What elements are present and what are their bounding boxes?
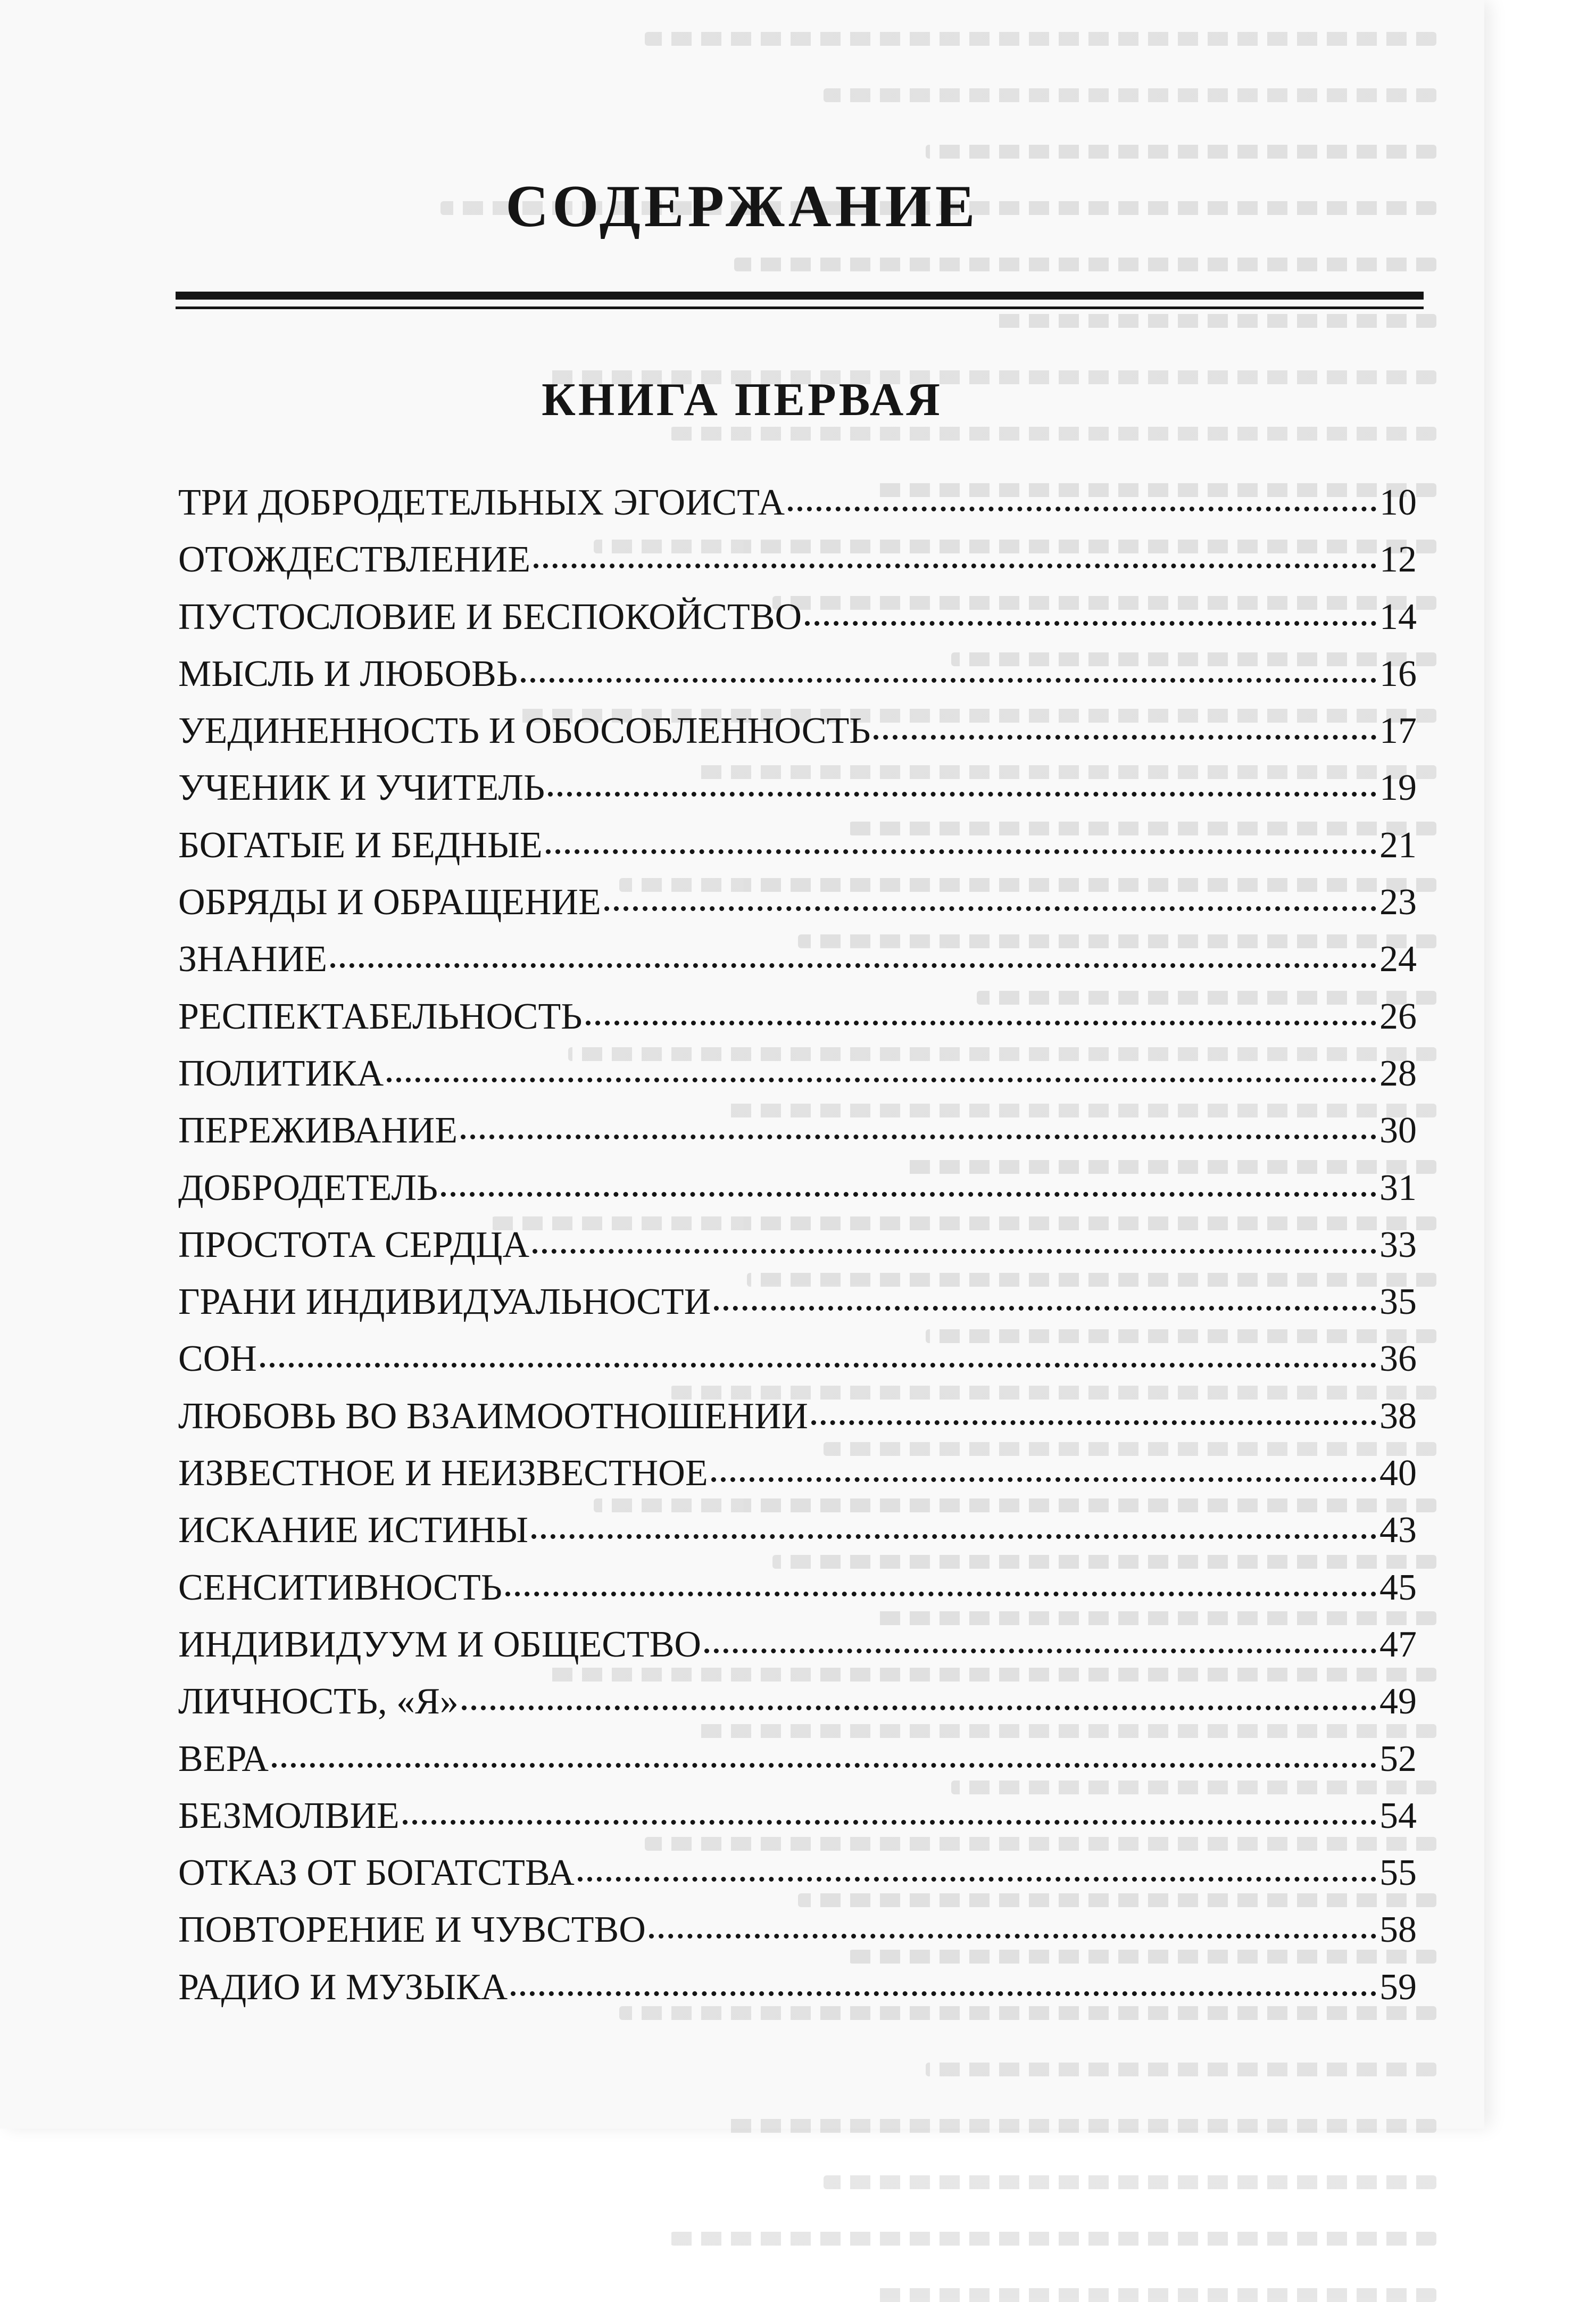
toc-entry-page: 19 — [1379, 767, 1417, 809]
show-through-line — [645, 32, 1436, 46]
toc-entry — [178, 1160, 1417, 1216]
toc-entry — [178, 1330, 1417, 1387]
toc-entry-page: 49 — [1379, 1681, 1417, 1723]
dot-leader — [533, 1249, 1376, 1254]
show-through-line — [721, 2119, 1436, 2133]
toc-entry-page: 24 — [1379, 939, 1417, 980]
toc-entry-title: ОБРЯДЫ И ОБРАЩЕНИЕ — [178, 882, 601, 923]
dot-leader — [511, 1991, 1376, 1996]
toc-entry-title: ПЕРЕЖИВАНИЕ — [178, 1110, 458, 1152]
toc-entry-title: ОТОЖДЕСТВЛЕНИЕ — [178, 539, 530, 581]
toc-entry-page: 17 — [1379, 710, 1417, 752]
toc-entry — [178, 1445, 1417, 1502]
toc-entry-title: БОГАТЫЕ И БЕДНЫЕ — [178, 824, 543, 866]
toc-entry-title: РАДИО И МУЗЫКА — [178, 1966, 508, 2008]
dot-leader — [586, 1021, 1376, 1025]
dot-leader — [788, 507, 1376, 511]
dot-leader — [604, 906, 1376, 911]
toc-entry — [178, 474, 1417, 531]
toc-entry — [178, 1673, 1417, 1730]
dot-leader — [534, 564, 1376, 568]
show-through-line — [926, 145, 1436, 159]
show-through-line — [824, 88, 1436, 102]
toc-entry-title: СОН — [178, 1338, 257, 1380]
toc-entry-page: 28 — [1379, 1053, 1417, 1094]
toc-entry-title: СЕНСИТИВНОСТЬ — [178, 1567, 502, 1608]
toc-entry-page: 40 — [1379, 1453, 1417, 1494]
toc-entry — [178, 1388, 1417, 1445]
toc-entry — [178, 1216, 1417, 1273]
toc-entry-title: ИЗВЕСТНОЕ И НЕИЗВЕСТНОЕ — [178, 1453, 708, 1494]
dot-leader — [578, 1877, 1376, 1882]
toc-entry — [178, 1959, 1417, 2016]
dot-leader — [403, 1820, 1376, 1825]
toc-entry — [178, 874, 1417, 931]
dot-leader — [649, 1934, 1376, 1939]
toc-entry — [178, 702, 1417, 759]
title-rule-thin — [176, 307, 1424, 309]
toc-entry-title: МЫСЛЬ И ЛЮБОВЬ — [178, 653, 518, 694]
dot-leader — [505, 1592, 1376, 1596]
toc-entry — [178, 1616, 1417, 1673]
toc-entry-page: 47 — [1379, 1624, 1417, 1665]
book-heading: КНИГА ПЕРВАЯ — [542, 374, 943, 426]
show-through-line — [875, 2288, 1436, 2302]
toc-entry — [178, 1901, 1417, 1958]
toc-entry-title: ПОЛИТИКА — [178, 1053, 384, 1094]
toc-entry-title: ЛИЧНОСТЬ, «Я» — [178, 1681, 459, 1723]
toc-entry-title: УЧЕНИК И УЧИТЕЛЬ — [178, 767, 545, 809]
dot-leader — [387, 1078, 1376, 1082]
toc-entry-title: УЕДИНЕННОСТЬ И ОБОСОБЛЕННОСТЬ — [178, 710, 871, 752]
dot-leader — [461, 1135, 1376, 1139]
dot-leader — [330, 963, 1376, 968]
toc-entry-page: 33 — [1379, 1224, 1417, 1265]
toc-entry-title: РЕСПЕКТАБЕЛЬНОСТЬ — [178, 996, 583, 1037]
toc-entry — [178, 817, 1417, 874]
toc-entry — [178, 1844, 1417, 1901]
toc-entry — [178, 1787, 1417, 1844]
toc-entry-title: ЗНАНИЕ — [178, 939, 328, 980]
toc-entry — [178, 1273, 1417, 1330]
dot-leader — [441, 1192, 1376, 1197]
toc-entry-page: 38 — [1379, 1395, 1417, 1437]
toc-entry — [178, 1045, 1417, 1102]
toc-entry-title: ОТКАЗ ОТ БОГАТСТВА — [178, 1852, 575, 1894]
dot-leader — [521, 678, 1376, 683]
toc-entry-title: ТРИ ДОБРОДЕТЕЛЬНЫХ ЭГОИСТА — [178, 482, 785, 523]
dot-leader — [714, 1306, 1376, 1311]
toc-entry-title: ВЕРА — [178, 1738, 269, 1779]
show-through-line — [670, 2232, 1436, 2246]
table-of-contents — [178, 474, 1417, 2016]
toc-entry-title: ПРОСТОТА СЕРДЦА — [178, 1224, 530, 1265]
toc-entry — [178, 1102, 1417, 1159]
dot-leader — [805, 621, 1376, 626]
toc-entry — [178, 531, 1417, 588]
title-rule-thick — [176, 292, 1424, 300]
toc-entry-page: 23 — [1379, 882, 1417, 923]
dot-leader — [711, 1477, 1376, 1482]
toc-entry-title: ДОБРОДЕТЕЛЬ — [178, 1167, 438, 1208]
toc-entry-title: ПУСТОСЛОВИЕ И БЕСПОКОЙСТВО — [178, 596, 802, 637]
toc-entry-page: 30 — [1379, 1110, 1417, 1152]
toc-entry-title: ИНДИВИДУУМ И ОБЩЕСТВО — [178, 1624, 701, 1665]
toc-entry — [178, 759, 1417, 816]
toc-entry-page: 31 — [1379, 1167, 1417, 1208]
dot-leader — [548, 792, 1376, 797]
toc-entry-page: 12 — [1379, 539, 1417, 581]
show-through-line — [824, 2175, 1436, 2189]
dot-leader — [874, 735, 1376, 740]
toc-entry-page: 26 — [1379, 996, 1417, 1037]
show-through-line — [990, 314, 1436, 328]
toc-entry-page: 43 — [1379, 1510, 1417, 1551]
toc-entry-page: 54 — [1379, 1795, 1417, 1836]
dot-leader — [704, 1649, 1376, 1653]
toc-entry — [178, 1502, 1417, 1559]
dot-leader — [531, 1534, 1376, 1539]
dot-leader — [462, 1705, 1376, 1710]
toc-entry-page: 16 — [1379, 653, 1417, 694]
toc-entry-page: 45 — [1379, 1567, 1417, 1608]
toc-entry — [178, 645, 1417, 702]
dot-leader — [260, 1363, 1376, 1368]
toc-entry-title: БЕЗМОЛВИЕ — [178, 1795, 400, 1836]
toc-entry-page: 14 — [1379, 596, 1417, 637]
toc-entry-page: 52 — [1379, 1738, 1417, 1779]
toc-entry-page: 58 — [1379, 1909, 1417, 1951]
toc-entry-title: ПОВТОРЕНИЕ И ЧУВСТВО — [178, 1909, 646, 1951]
toc-entry-title: ИСКАНИЕ ИСТИНЫ — [178, 1510, 528, 1551]
toc-entry-title: ГРАНИ ИНДИВИДУАЛЬНОСТИ — [178, 1281, 711, 1323]
toc-entry-page: 35 — [1379, 1281, 1417, 1323]
toc-entry-page: 10 — [1379, 482, 1417, 523]
page-title: СОДЕРЖАНИЕ — [505, 173, 979, 239]
toc-entry-page: 59 — [1379, 1966, 1417, 2008]
dot-leader — [811, 1420, 1376, 1425]
dot-leader — [546, 849, 1376, 854]
toc-entry-page: 36 — [1379, 1338, 1417, 1380]
toc-entry — [178, 931, 1417, 988]
toc-entry — [178, 589, 1417, 645]
toc-entry-page: 21 — [1379, 824, 1417, 866]
toc-entry — [178, 1730, 1417, 1787]
toc-entry — [178, 1559, 1417, 1616]
toc-entry-page: 55 — [1379, 1852, 1417, 1894]
show-through-line — [734, 258, 1436, 271]
toc-entry-title: ЛЮБОВЬ ВО ВЗАИМООТНОШЕНИИ — [178, 1395, 808, 1437]
toc-entry — [178, 988, 1417, 1045]
dot-leader — [272, 1763, 1376, 1768]
show-through-line — [926, 2063, 1436, 2076]
